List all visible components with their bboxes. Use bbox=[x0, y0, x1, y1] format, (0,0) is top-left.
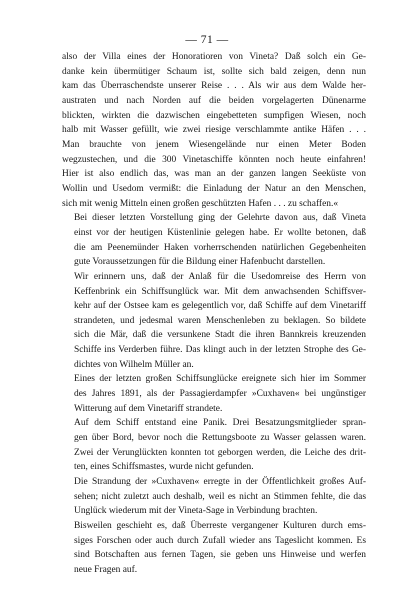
text-line: Zwei der Verunglückten konnten tot geborgen werden, die Leiche des drit- bbox=[74, 447, 366, 458]
text-line: einst vor der heutigen Küstenlinie gelegen habe. Er wollte betonen, daß bbox=[74, 227, 366, 238]
text-line: Die Strandung der »Cuxhaven« erregte in der Öffentlichkeit großes Auf- bbox=[74, 477, 366, 488]
paragraph bbox=[62, 211, 366, 270]
text-line: Eines der letzten großen Schiffsunglücke ereignete sich hier im Sommer bbox=[74, 374, 366, 385]
paragraph bbox=[62, 475, 366, 519]
text-line: die am Peenemünder Haken vorherrschenden natürlichen Gegebenheiten bbox=[74, 242, 366, 253]
text-line: Hier ist also endlich das, was man an der ganzen langen Seeküste von bbox=[62, 169, 366, 180]
page-number: — 71 — bbox=[185, 34, 229, 46]
text-line: Schiffe ins Verderben führe. Das klingt auch in der letzten Strophe des Ge- bbox=[74, 345, 366, 356]
text-line: Keffenbrink ein Schiffsunglück war. Mit dem anwachsenden Schiffsver- bbox=[74, 286, 366, 297]
text-line: neue Fragen auf. bbox=[74, 564, 138, 575]
paragraph bbox=[62, 519, 366, 578]
text-line: siges Forschen oder auch durch Zufall wieder ans Tageslicht kommen. Es bbox=[74, 535, 366, 546]
text-line: dichtes von Wilhelm Müller an. bbox=[74, 359, 194, 370]
text-line: Bei dieser letzten Vorstellung ging der Gelehrte davon aus, daß Vineta bbox=[74, 213, 366, 224]
body-text bbox=[62, 50, 366, 578]
text-line: Wollin und Usedom vermißt: die Einladung der Natur an den Menschen, bbox=[62, 183, 366, 194]
text-line: austraten und nach Norden auf die beiden vorgelagerten Dünenarme bbox=[62, 95, 366, 106]
text-line: wegzustechen, und die 300 Vinetaschiffe könnten noch heute einfahren! bbox=[62, 154, 366, 165]
text-line: Witterung auf dem Vinetariff strandete. bbox=[74, 403, 223, 414]
text-line: ten, eines Schiffsmastes, wurde nicht gefunden. bbox=[74, 462, 254, 473]
text-line: halb mit Wasser gefüllt, wie zwei riesige verschlammte antike Häfen . . . bbox=[62, 125, 366, 136]
text-line: Bisweilen geschieht es, daß Überreste vergangener Kulturen durch ems- bbox=[74, 521, 366, 531]
text-line: kehr auf der Ostsee kam es gelegentlich vor, daß Schiffe auf dem Vinetariff bbox=[74, 301, 366, 312]
paragraph bbox=[62, 372, 366, 416]
text-line: Wir erinnern uns, daß der Anlaß für die Usedomreise des Herrn von bbox=[74, 271, 366, 282]
text-line: Man brauchte von jenem Wiesengelände nur einen Meter Boden bbox=[62, 139, 366, 150]
text-line: sich die Mär, daß die versunkene Stadt die ihren Bannkreis kreuzenden bbox=[74, 330, 366, 341]
text-line: Auf dem Schiff entstand eine Panik. Drei Besatzungsmitglieder spran- bbox=[74, 418, 366, 429]
text-line: strandeten, und jedesmal waren Menschenleben zu beklagen. So bildete bbox=[74, 315, 366, 326]
text-line: sehen; nicht zuletzt auch deshalb, weil es nicht an Stimmen fehlte, die das bbox=[74, 491, 366, 502]
text-line: danke kein übermütiger Schaum ist, sollte sich bald zeigen, denn nun bbox=[62, 66, 366, 77]
text-line: blickten, wirkten die dazwischen eingebetteten sumpfigen Wiesen, noch bbox=[62, 110, 366, 121]
text-line: sind Botschaften aus fernen Tagen, sie geben uns Hinweise und werfen bbox=[74, 550, 366, 561]
text-line: also der Villa eines der Honoratioren von Vineta? Daß solch ein Ge- bbox=[62, 52, 366, 62]
paragraph bbox=[62, 270, 366, 373]
text-line: kam das Überraschendste unserer Reise . . . Als wir aus dem Walde her- bbox=[62, 81, 366, 92]
text-line: gen über Bord, bevor noch die Rettungsboote zu Wasser gelassen waren. bbox=[74, 433, 366, 444]
paragraph bbox=[62, 416, 366, 475]
text-line: des Jahres 1891, als der Passagierdampfer »Cuxhaven« bei ungünstiger bbox=[74, 389, 366, 400]
paragraph bbox=[62, 50, 366, 211]
text-line: gute Voraussetzungen für die Bildung einer Hafenbucht darstellen. bbox=[74, 257, 326, 268]
text-line: Unglück wiederum mit der Vineta-Sage in Verbindung brachten. bbox=[74, 506, 318, 517]
text-line: sich mit wenig Mitteln einen großen geschützten Hafen . . . zu schaffen.« bbox=[62, 198, 339, 209]
